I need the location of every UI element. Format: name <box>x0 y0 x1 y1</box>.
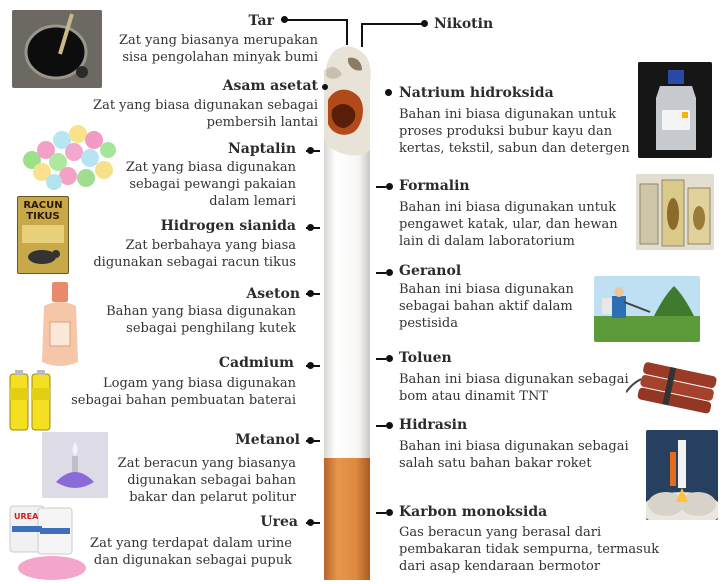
rat-poison-box-text: RACUN TIKUS <box>23 200 63 222</box>
connector-asam-asetat <box>322 84 328 90</box>
tar-bucket-icon <box>12 10 102 88</box>
desc-urea: Zat yang terdapat dalam urine dan digunakan sebagai pupuk <box>90 536 292 568</box>
label-cadmium: Cadmium <box>218 355 294 371</box>
label-hidrogen-sianida: Hidrogen sianida <box>160 218 296 234</box>
label-natrium-hidroksida: Natrium hidroksida <box>399 85 554 101</box>
label-aseton: Aseton <box>246 286 300 302</box>
cigarette-ash <box>324 46 371 155</box>
desc-aseton: Bahan yang biasa digunakan sebagai penghilang kutek <box>106 304 296 336</box>
label-metanol: Metanol <box>235 432 300 448</box>
rocket-launch-icon <box>646 430 718 520</box>
connector-toluen <box>376 358 386 360</box>
rat-poison-box-icon <box>17 196 69 274</box>
connector-formalin <box>376 186 386 188</box>
mothballs-icon <box>18 120 118 190</box>
label-naptalin: Naptalin <box>227 141 296 157</box>
desc-toluen: Bahan ini biasa digunakan sebagai bom atau dinamit TNT <box>399 372 629 404</box>
label-hidrasin: Hidrasin <box>399 417 468 433</box>
label-formalin: Formalin <box>399 178 470 194</box>
desc-hidrasin: Bahan ini biasa digunakan sebagai salah satu bahan bakar roket <box>399 439 629 471</box>
label-geranol: Geranol <box>399 263 462 279</box>
desc-formalin: Bahan ini biasa digunakan untuk pengawet katak, ular, dan hewan lain di dalam laboratorium <box>399 200 618 249</box>
urea-bag-text: UREA <box>14 512 39 521</box>
connector-geranol <box>376 272 386 274</box>
cigarette-illustration <box>318 40 376 580</box>
desc-hidrogen-sianida: Zat berbahaya yang biasa digunakan sebagai racun tikus <box>93 238 296 270</box>
dynamite-icon <box>626 362 720 414</box>
pesticide-sprayer-icon <box>594 276 700 342</box>
nail-polish-remover-bottle-icon <box>38 282 82 368</box>
connector-hidrasin <box>376 425 386 427</box>
methanol-lamp-icon <box>42 432 108 498</box>
label-urea: Urea <box>260 514 298 530</box>
label-toluen: Toluen <box>399 350 452 366</box>
desc-natrium-hidroksida: Bahan ini biasa digunakan untuk proses produksi bubur kayu dan kertas, tekstil, sabun dan detergen <box>399 107 630 156</box>
connector-karbon-monoksida <box>376 512 386 514</box>
label-tar: Tar <box>248 13 274 29</box>
chemical-bottle-icon <box>638 62 712 158</box>
label-nikotin: Nikotin <box>434 16 494 32</box>
urea-fertilizer-bags-icon <box>6 500 90 582</box>
connector-natrium-hidroksida <box>385 89 392 96</box>
specimen-jars-icon <box>636 174 714 250</box>
desc-geranol: Bahan ini biasa digunakan sebagai bahan aktif dalam pestisida <box>399 282 574 331</box>
desc-karbon-monoksida: Gas beracun yang berasal dari pembakaran tidak sempurna, termasuk dari asap kendaraan bermotor <box>399 525 660 574</box>
cigarette-filter <box>324 458 370 580</box>
desc-asam-asetat: Zat yang biasa digunakan sebagai pembersih lantai <box>93 98 318 130</box>
desc-cadmium: Logam yang biasa digunakan sebagai bahan pembuatan baterai <box>71 376 296 408</box>
label-asam-asetat: Asam asetat <box>222 78 318 94</box>
desc-naptalin: Zat yang biasa digunakan sebagai pewangi pakaian dalam lemari <box>125 160 296 209</box>
desc-metanol: Zat beracun yang biasanya digunakan sebagai bahan bakar dan pelarut politur <box>117 456 296 505</box>
desc-tar: Zat yang biasanya merupakan sisa pengolahan minyak bumi <box>119 33 318 65</box>
batteries-icon <box>8 368 52 432</box>
label-karbon-monoksida: Karbon monoksida <box>399 504 548 520</box>
